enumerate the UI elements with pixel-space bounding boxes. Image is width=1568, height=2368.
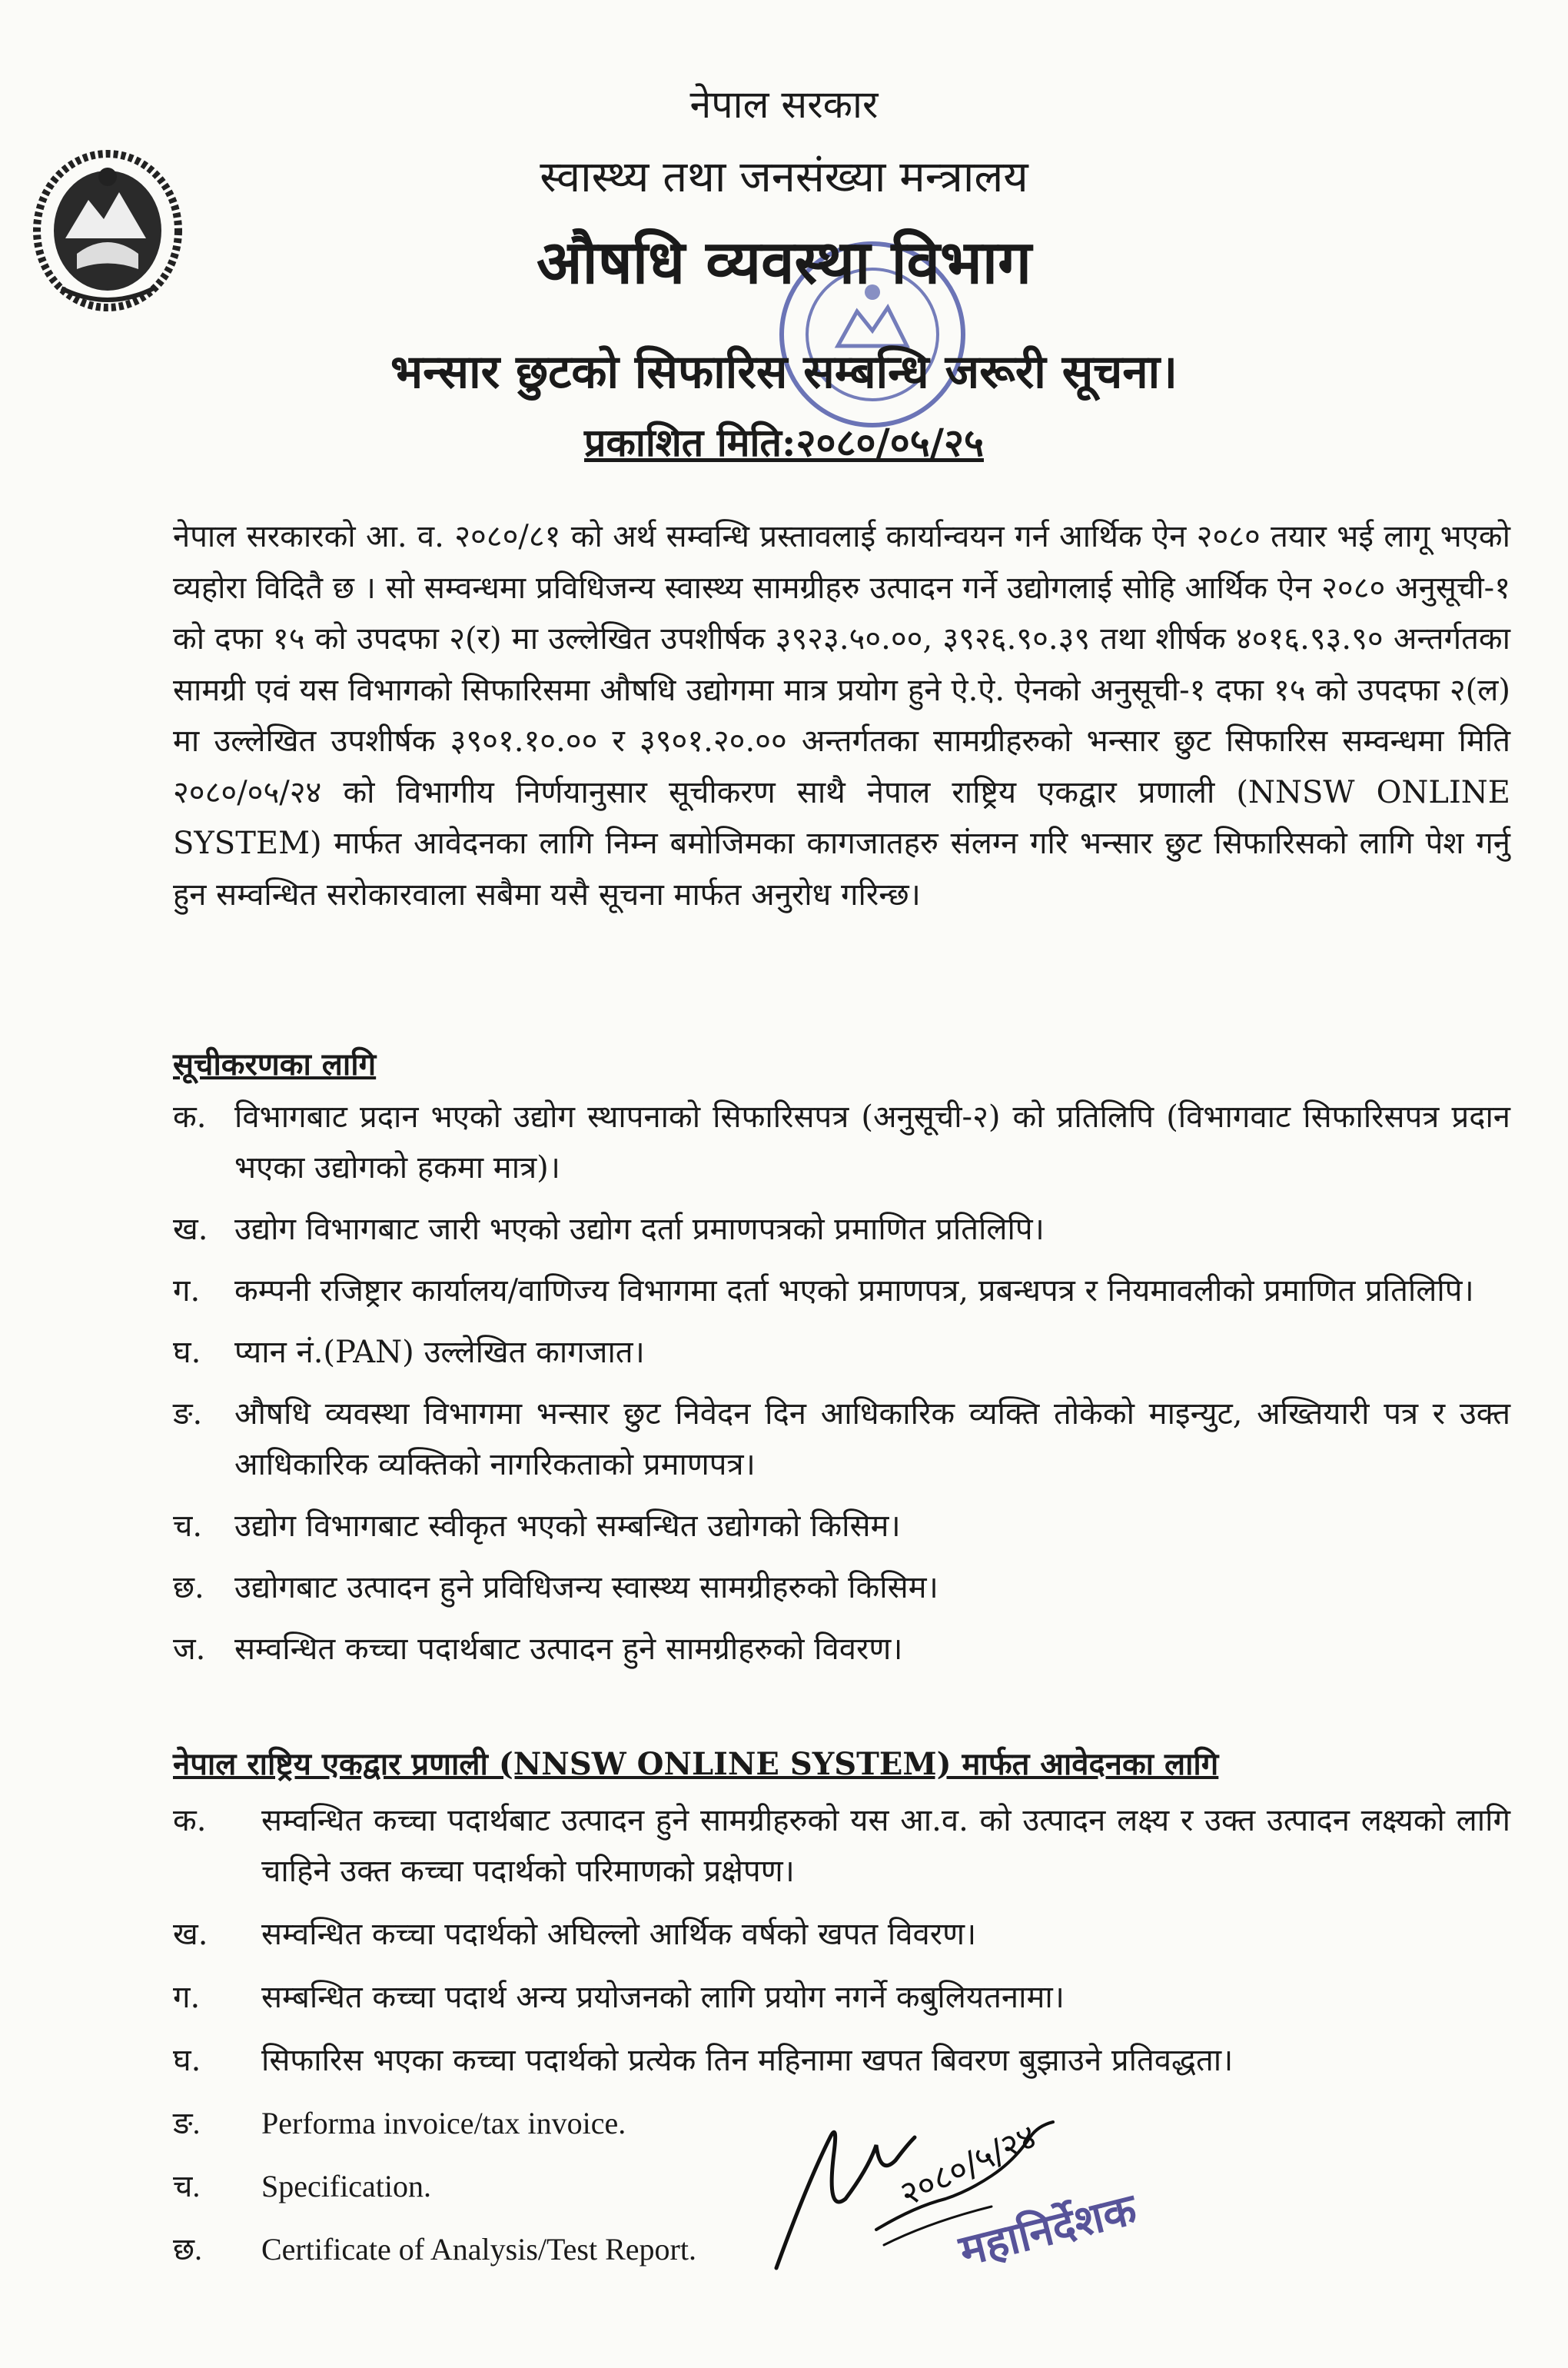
section-title-nnsw: नेपाल राष्ट्रिय एकद्वार प्रणाली (NNSW ONLINE SYSTEM) मार्फत आवेदनका लागि [173, 1746, 1219, 1782]
item-text: प्यान नं.(PAN) उल्लेखित कागजात। [234, 1335, 645, 1370]
item-text: Performa invoice/tax invoice. [261, 2106, 626, 2140]
section-title-listing: सूचीकरणका लागि [173, 1046, 377, 1083]
item-marker: ग. [173, 1273, 201, 1309]
notice-body: नेपाल सरकारको आ. व. २०८०/८१ को अर्थ सम्वन्धि प्रस्तावलाई कार्यान्वयन गर्न आर्थिक ऐन २०८० तयार भई लागू भएको व्यहोरा विदितै छ । सो सम्वन्धमा प्रविधिजन्य स्वास्थ्य सामग्रीहरु उत्पादन गर्ने उद्योगलाई सोहि आर्थिक ऐन २०८० अनुसूची-१ को दफा १५ को उपदफा २(र) मा उल्लेखित उपशीर्षक ३९२३.५०.००, ३९२६.९०.३९ तथा शीर्षक ४०१६.९३.९० अन्तर्गतका सामग्री एवं यस विभागको सिफारिसमा औषधि उद्योगमा मात्र प्रयोग हुने ऐ.ऐ. ऐनको अनुसूची-१ दफा १५ को उपदफा २(ल) मा उल्लेखित उपशीर्षक ३९०१.१०.०० र ३९०१.२०.०० अन्तर्गतका सामग्रीहरुको भन्सार छुट सिफारिस सम्वन्धमा मिति २०८०/०५/२४ को विभागीय निर्णयानुसार सूचीकरण साथै नेपाल राष्ट्रिय एकद्वार प्रणाली (NNSW ONLINE SYSTEM) मार्फत आवेदनका लागि निम्न बमोजिमका कागजातहरु संलग्न गरि भन्सार छुट सिफारिसको लागि पेश गर्नु हुन सम्वन्धित सरोकारवाला सबैमा यसै सूचना मार्फत अनुरोध गरिन्छ। [173, 519, 1510, 913]
item-text: उद्योगबाट उत्पादन हुने प्रविधिजन्य स्वास्थ्य सामग्रीहरुको किसिम। [234, 1570, 938, 1605]
list-item [173, 1624, 1510, 1675]
ministry-name: स्वास्थ्य तथा जनसंख्या मन्त्रालय [540, 152, 1028, 202]
list-item [173, 1204, 1510, 1255]
list-item [173, 1909, 1510, 1960]
item-marker: घ. [173, 2043, 201, 2078]
listing-requirements [173, 1092, 1510, 1685]
designation-stamp: महानिर्देशक [954, 2183, 1141, 2277]
signature-date: २०८०/५/२४ [894, 2117, 1043, 2214]
list-item [173, 1795, 1510, 1897]
item-marker: च. [173, 1508, 203, 1544]
item-text: विभागबाट प्रदान भएको उद्योग स्थापनाको सिफारिसपत्र (अनुसूची-२) को प्रतिलिपि (विभागवाट सिफारिसपत्र प्रदान भएका उद्योगको हकमा मात्र)। [234, 1099, 1510, 1186]
item-marker: क. [173, 1099, 207, 1135]
item-text: सम्वन्धित कच्चा पदार्थबाट उत्पादन हुने सामग्रीहरुको विवरण। [234, 1631, 903, 1667]
item-marker: छ. [173, 1570, 204, 1605]
item-marker: ङ. [173, 1396, 203, 1432]
list-item [173, 1092, 1510, 1193]
item-marker: ङ. [173, 2106, 201, 2140]
item-text: औषधि व्यवस्था विभागमा भन्सार छुट निवेदन दिन आधिकारिक व्यक्ति तोकेको माइन्युट, अख्तियारी पत्र र उक्त आधिकारिक व्यक्तिको नागरिकताको प्रमाणपत्र। [234, 1396, 1510, 1482]
item-marker: छ. [173, 2232, 203, 2267]
item-text: Certificate of Analysis/Test Report. [261, 2232, 696, 2267]
published-date: प्रकाशित मिति:२०८०/०५/२५ [584, 420, 984, 465]
government-name: नेपाल सरकार [689, 82, 879, 127]
list-item [173, 1327, 1510, 1378]
list-item [173, 1972, 1510, 2023]
item-marker: ख. [173, 1917, 208, 1952]
item-text: उद्योग विभागबाट स्वीकृत भएको सम्बन्धित उद्योगको किसिम। [234, 1508, 901, 1544]
item-text: Specification. [261, 2169, 432, 2203]
list-item [173, 2035, 1510, 2086]
item-marker: ख. [173, 1212, 208, 1247]
item-text: सिफारिस भएका कच्चा पदार्थको प्रत्येक तिन महिनामा खपत बिवरण बुझाउने प्रतिवद्धता। [261, 2043, 1234, 2078]
item-text: उद्योग विभागबाट जारी भएको उद्योग दर्ता प्रमाणपत्रको प्रमाणित प्रतिलिपि। [234, 1212, 1045, 1247]
item-marker: च. [173, 2169, 201, 2203]
item-marker: ग. [173, 1980, 201, 2015]
list-item [173, 1501, 1510, 1552]
item-marker: ज. [173, 1631, 206, 1667]
list-item [173, 1265, 1510, 1316]
item-text: सम्बन्धित कच्चा पदार्थ अन्य प्रयोजनको लागि प्रयोग नगर्ने कबुलियतनामा। [261, 1980, 1065, 2015]
list-item [173, 1562, 1510, 1613]
item-text: कम्पनी रजिष्ट्रार कार्यालय/वाणिज्य विभागमा दर्ता भएको प्रमाणपत्र, प्रबन्धपत्र र नियमावलीको प्रमाणित प्रतिलिपि। [234, 1273, 1474, 1309]
item-text: सम्वन्धित कच्चा पदार्थको अघिल्लो आर्थिक वर्षको खपत विवरण। [261, 1917, 977, 1952]
item-marker: क. [173, 1803, 207, 1838]
department-name: औषधि व्यवस्था विभाग [537, 228, 1031, 298]
notice-title: भन्सार छुटको सिफारिस सम्बन्धि जरूरी सूचना। [390, 345, 1178, 399]
item-marker: घ. [173, 1335, 201, 1370]
item-text: सम्वन्धित कच्चा पदार्थबाट उत्पादन हुने सामग्रीहरुको यस आ.व. को उत्पादन लक्ष्य र उक्त उत्पादन लक्ष्यको लागि चाहिने उक्त कच्चा पदार्थको परिमाणको प्रक्षेपण। [261, 1803, 1510, 1889]
list-item [173, 1389, 1510, 1490]
